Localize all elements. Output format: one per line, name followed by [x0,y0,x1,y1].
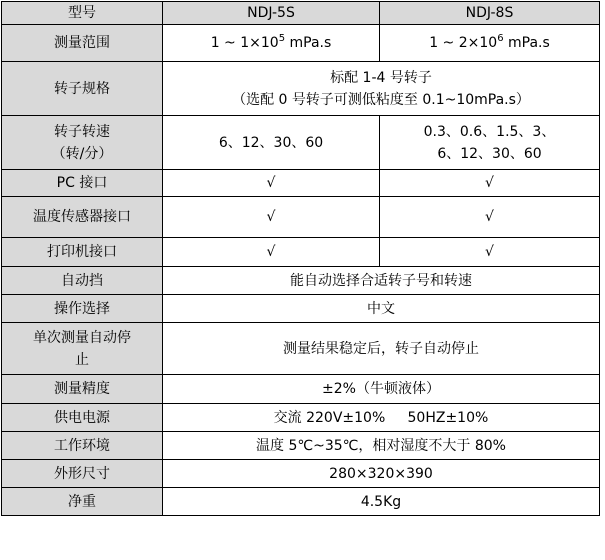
table-header-row [2,2,600,25]
weight-value: 4.5Kg [163,488,600,516]
row-label-range: 测量范围 [2,25,163,62]
printer-ndj-5s: √ [163,238,380,267]
table-row-power [2,404,600,432]
table-row-auto-stop [2,323,600,375]
row-label-temp: 温度传感器接口 [2,197,163,238]
printer-ndj-8s: √ [380,238,600,267]
pc-ndj-8s: √ [380,170,600,197]
row-label-operation: 操作选择 [2,295,163,323]
range-ndj-8s [380,25,600,62]
range-b-unit: mPa.s [503,35,550,51]
speed-b-line2: 6、12、30、60 [437,145,542,162]
range-b-base: 1 ~ 2×10 [429,35,498,51]
auto-stop-label-line2: 止 [75,351,89,368]
row-label-dimensions: 外形尺寸 [2,460,163,488]
header-model: 型号 [2,2,163,25]
table-row-pc [2,170,600,197]
power-value: 交流 220V±10% 50HZ±10% [163,404,600,432]
environment-value: 温度 5℃~35℃，相对湿度不大于 80% [163,432,600,460]
range-a-unit: mPa.s [285,35,332,51]
table-row-printer [2,238,600,267]
speed-label-line2: （转/分） [51,145,113,162]
accuracy-value: ±2%（牛顿液体） [163,375,600,404]
operation-value: 中文 [163,295,600,323]
header-ndj-5s: NDJ-5S [163,2,380,25]
table-row-temp [2,197,600,238]
row-label-power: 供电电源 [2,404,163,432]
row-label-auto-stop [2,323,163,375]
spec-table-container [1,1,600,516]
row-label-accuracy: 测量精度 [2,375,163,404]
range-b-exp: 6 [497,33,504,44]
row-label-pc: PC 接口 [2,170,163,197]
table-row-operation [2,295,600,323]
row-label-environment: 工作环境 [2,432,163,460]
range-a-base: 1 ~ 1×10 [210,35,279,51]
rotor-spec-value [163,62,600,116]
auto-stop-value: 测量结果稳定后，转子自动停止 [163,323,600,375]
table-row-speed [2,116,600,170]
row-label-printer: 打印机接口 [2,238,163,267]
header-ndj-8s: NDJ-8S [380,2,600,25]
table-row-environment [2,432,600,460]
speed-label-line1: 转子转速 [54,123,110,140]
speed-ndj-5s: 6、12、30、60 [163,116,380,170]
rotor-spec-line2: （选配 0 号转子可测低粘度至 0.1~10mPa.s） [232,91,530,108]
table-row-accuracy [2,375,600,404]
auto-stop-label-line1: 单次测量自动停 [33,329,131,346]
table-row-range [2,25,600,62]
row-label-speed [2,116,163,170]
row-label-rotor-spec: 转子规格 [2,62,163,116]
table-row-auto-gear [2,267,600,295]
pc-ndj-5s: √ [163,170,380,197]
spec-table [1,1,600,516]
row-label-weight: 净重 [2,488,163,516]
range-ndj-5s [163,25,380,62]
temp-ndj-8s: √ [380,197,600,238]
range-a-exp: 5 [278,33,286,44]
table-row-dimensions [2,460,600,488]
table-row-weight [2,488,600,516]
row-label-auto-gear: 自动挡 [2,267,163,295]
speed-ndj-8s [380,116,600,170]
auto-gear-value: 能自动选择合适转子号和转速 [163,267,600,295]
rotor-spec-line1: 标配 1-4 号转子 [330,69,432,86]
temp-ndj-5s: √ [163,197,380,238]
speed-b-line1: 0.3、0.6、1.5、3、 [423,123,556,140]
table-row-rotor-spec [2,62,600,116]
dimensions-value: 280×320×390 [163,460,600,488]
